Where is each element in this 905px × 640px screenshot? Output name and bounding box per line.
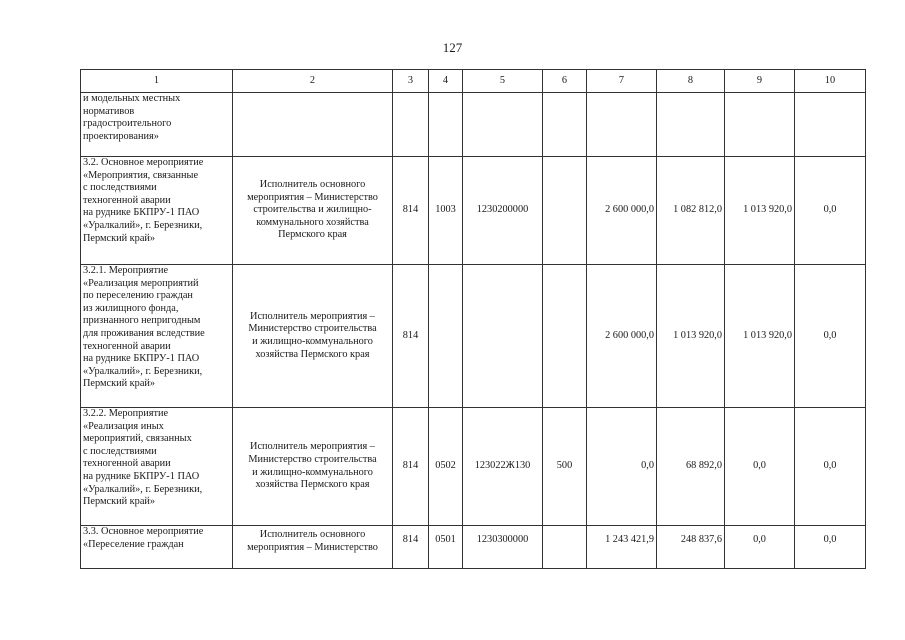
activity-name-line: 3.2.2. Мероприятие <box>83 408 169 419</box>
activity-name-line: на руднике БКПРУ-1 ПАО <box>83 207 200 219</box>
target-article-cell: 1230200000 <box>463 157 543 265</box>
amount-col9-cell: 0,0 <box>725 408 795 526</box>
activity-name-line: «Реализация иных <box>83 420 164 432</box>
executor-line: Исполнитель основного <box>259 179 366 191</box>
table-row <box>81 157 866 265</box>
executor-line: и жилищно-коммунального <box>252 466 373 478</box>
column-header: 9 <box>725 70 795 93</box>
amount-col9-cell <box>725 93 795 157</box>
ministry-code-cell: 814 <box>393 265 429 408</box>
amount-col7-cell <box>587 93 657 157</box>
column-header: 3 <box>393 70 429 93</box>
executor-line: и жилищно-коммунального <box>252 336 373 347</box>
expense-type-cell <box>543 157 587 265</box>
target-article-cell: 1230300000 <box>463 526 543 569</box>
activity-name-line: нормативов <box>83 105 135 117</box>
amount-col9-cell: 1 013 920,0 <box>725 265 795 408</box>
amount-col7-cell: 0,0 <box>587 408 657 526</box>
ministry-code-cell: 814 <box>393 157 429 265</box>
executor-line: хозяйства Пермского края <box>255 479 370 491</box>
activity-name-line: техногенной аварии <box>83 458 171 470</box>
executor-line: мероприятия – Министерство <box>247 541 378 553</box>
executor-cell <box>233 93 393 157</box>
table-row <box>81 265 866 408</box>
page-number: 127 <box>442 40 463 55</box>
activity-name-line: «Реализация мероприятий <box>83 277 199 289</box>
activity-name-line: из жилищного фонда, <box>83 302 179 314</box>
executor-line: хозяйства Пермского края <box>255 348 370 360</box>
activity-name-line: и модельных местных <box>83 93 181 104</box>
activity-name-line: признанного непригодным <box>83 315 201 327</box>
column-header: 10 <box>795 70 866 93</box>
activity-name-line: с последствиями <box>83 445 157 457</box>
activity-name-line: для проживания вследствие <box>83 327 205 339</box>
section-code-cell: 0501 <box>429 526 463 569</box>
amount-col8-cell <box>657 93 725 157</box>
activity-name-line: с последствиями <box>83 182 157 194</box>
activity-name-cell <box>81 157 233 265</box>
amount-col7-cell: 2 600 000,0 <box>587 265 657 408</box>
amount-col10-cell: 0,0 <box>795 265 866 408</box>
amount-col8-cell: 248 837,6 <box>657 526 725 569</box>
executor-line: коммунального хозяйства <box>256 216 369 228</box>
activity-name-line: 3.2. Основное мероприятие <box>83 157 204 168</box>
executor-line: Министерство строительства <box>248 323 377 335</box>
amount-col8-cell: 1 082 812,0 <box>657 157 725 265</box>
activity-name-cell <box>81 93 233 157</box>
activity-name-line: проектирования» <box>83 130 159 142</box>
amount-col8-cell: 68 892,0 <box>657 408 725 526</box>
executor-line: Пермского края <box>278 229 347 241</box>
activity-name-line: на руднике БКПРУ-1 ПАО <box>83 353 200 365</box>
ministry-code-cell <box>393 93 429 157</box>
target-article-cell <box>463 93 543 157</box>
amount-col7-cell: 1 243 421,9 <box>587 526 657 569</box>
activity-name-cell <box>81 265 233 408</box>
activity-name-line: «Уралкалий», г. Березники, <box>83 483 203 495</box>
amount-col10-cell: 0,0 <box>795 526 866 569</box>
expense-type-cell <box>543 265 587 408</box>
amount-col8-cell: 1 013 920,0 <box>657 265 725 408</box>
amount-col10-cell <box>795 93 866 157</box>
column-header: 2 <box>233 70 393 93</box>
activity-name-line: «Переселение граждан <box>83 538 184 550</box>
column-number-header-row <box>81 70 866 93</box>
section-code-cell: 1003 <box>429 157 463 265</box>
executor-line: мероприятия – Министерство <box>247 191 378 203</box>
executor-cell <box>233 408 393 526</box>
executor-line: Исполнитель основного <box>259 529 366 540</box>
column-header: 1 <box>81 70 233 93</box>
amount-col9-cell: 1 013 920,0 <box>725 157 795 265</box>
executor-line: Министерство строительства <box>248 453 377 465</box>
executor-cell <box>233 265 393 408</box>
column-header: 8 <box>657 70 725 93</box>
target-article-cell <box>463 265 543 408</box>
executor-cell <box>233 157 393 265</box>
target-article-cell: 123022Ж130 <box>463 408 543 526</box>
activity-name-line: техногенной аварии <box>83 340 171 352</box>
activity-name-line: по переселению граждан <box>83 290 193 302</box>
program-table <box>80 69 866 569</box>
activity-name-cell <box>81 408 233 526</box>
executor-cell <box>233 526 393 569</box>
activity-name-line: Пермский край» <box>83 232 156 244</box>
ministry-code-cell: 814 <box>393 526 429 569</box>
table-row <box>81 408 866 526</box>
activity-name-line: 3.3. Основное мероприятие <box>83 526 204 537</box>
expense-type-cell <box>543 93 587 157</box>
activity-name-line: «Уралкалий», г. Березники, <box>83 365 203 377</box>
amount-col10-cell: 0,0 <box>795 157 866 265</box>
activity-name-line: на руднике БКПРУ-1 ПАО <box>83 470 200 482</box>
column-header: 4 <box>429 70 463 93</box>
activity-name-line: градостроительного <box>83 118 172 130</box>
section-code-cell <box>429 93 463 157</box>
activity-name-line: мероприятий, связанных <box>83 433 192 445</box>
executor-line: Исполнитель мероприятия – <box>250 310 375 322</box>
table-row <box>81 526 866 569</box>
activity-name-line: «Мероприятия, связанные <box>83 169 199 181</box>
expense-type-cell <box>543 526 587 569</box>
activity-name-line: техногенной аварии <box>83 194 171 206</box>
section-code-cell <box>429 265 463 408</box>
expense-type-cell: 500 <box>543 408 587 526</box>
column-header: 5 <box>463 70 543 93</box>
column-header: 7 <box>587 70 657 93</box>
table-row <box>81 93 866 157</box>
amount-col10-cell: 0,0 <box>795 408 866 526</box>
column-header: 6 <box>543 70 587 93</box>
executor-line: Исполнитель мероприятия – <box>250 441 375 453</box>
section-code-cell: 0502 <box>429 408 463 526</box>
activity-name-cell <box>81 526 233 569</box>
ministry-code-cell: 814 <box>393 408 429 526</box>
activity-name-line: Пермский край» <box>83 496 156 508</box>
activity-name-line: «Уралкалий», г. Березники, <box>83 219 203 231</box>
amount-col9-cell: 0,0 <box>725 526 795 569</box>
executor-line: строительства и жилищно- <box>253 204 372 216</box>
amount-col7-cell: 2 600 000,0 <box>587 157 657 265</box>
activity-name-line: Пермский край» <box>83 378 156 390</box>
activity-name-line: 3.2.1. Мероприятие <box>83 265 169 276</box>
